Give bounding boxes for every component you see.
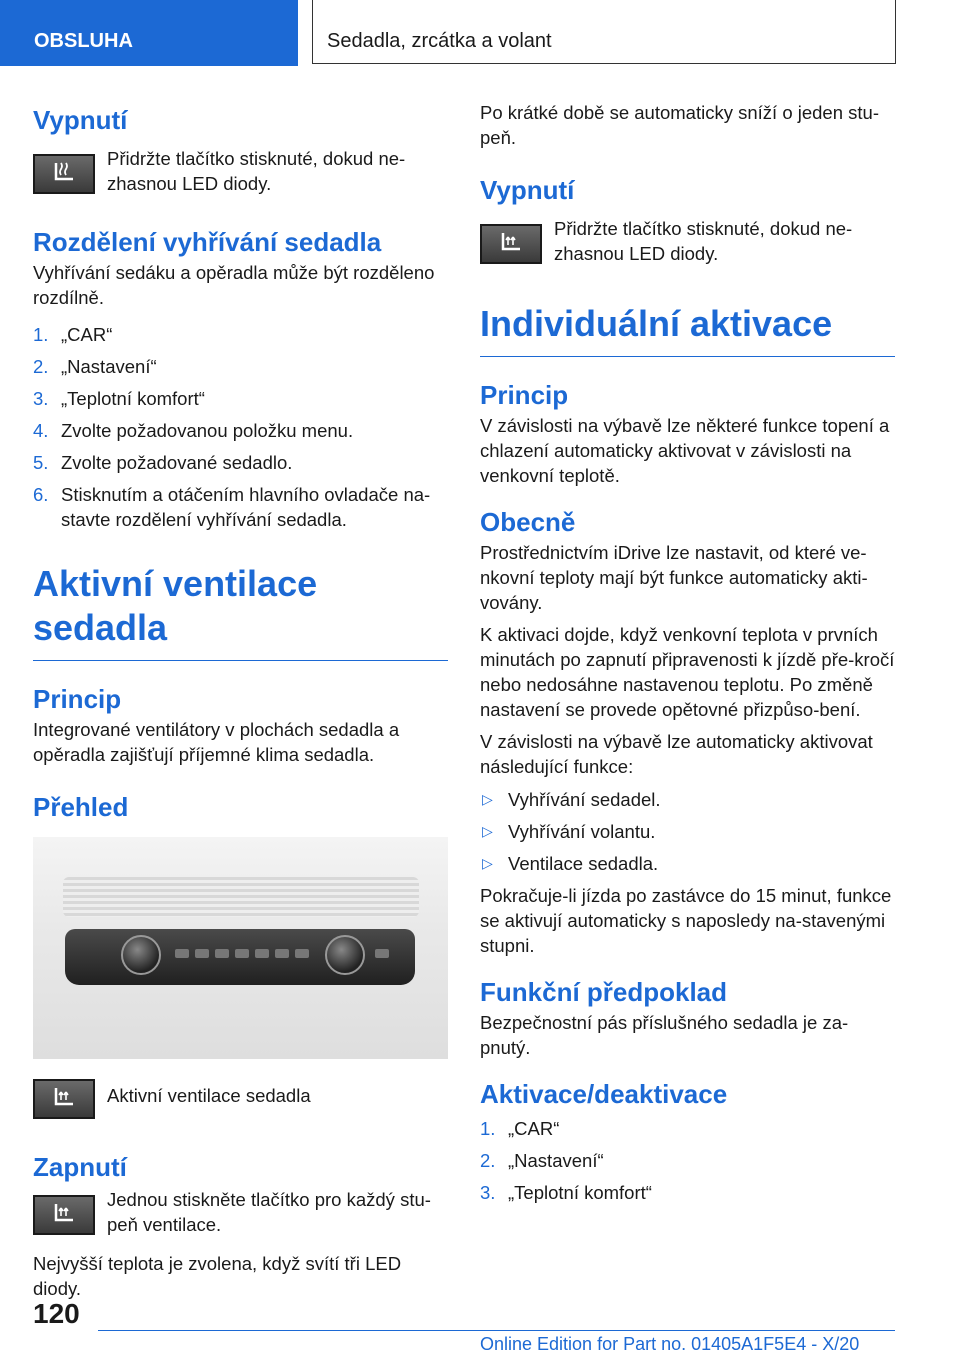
page-header — [0, 0, 960, 66]
left-temperature-knob — [121, 935, 161, 975]
rozdeleni-steps — [33, 322, 448, 532]
page-number: 120 — [33, 1298, 80, 1329]
section-tab: OBSLUHA — [0, 0, 298, 66]
air-vent — [63, 877, 419, 917]
right-temperature-knob — [325, 935, 365, 975]
obecne-text-2: K aktivaci dojde, když venkovní teplota v prvních minutách po zapnutí připravenosti k jízdě pře-kročí nebo nedosáhne nastavenou teplotu. Po změně nastavení se provede opětovné přizpůso-bení. — [480, 624, 895, 720]
list-item: 3. „Teplotní komfort“ — [33, 388, 205, 409]
seat-ventilation-icon — [480, 224, 542, 264]
heading-princip-2: Princip — [480, 380, 569, 410]
list-item: 4. Zvolte požadovanou položku menu. — [33, 420, 354, 441]
heading-ventilace: Aktivní ventilace sedadla — [33, 562, 448, 661]
zapnuti-text: Jednou stiskněte tlačítko pro každý stu-peň ventilace. — [107, 1189, 431, 1235]
ventilation-button-row — [33, 1071, 448, 1127]
seat-ventilation-icon — [33, 1079, 95, 1119]
heading-vypnuti: Vypnutí — [33, 105, 128, 135]
zapnuti-button-row — [33, 1187, 448, 1243]
aktivace-steps — [480, 1116, 895, 1205]
predpoklad-text: Bezpečnostní pás příslušného sedadla je za-pnutý. — [480, 1012, 849, 1058]
auto-functions-list — [480, 787, 895, 876]
obecne-text-1: Prostřednictvím iDrive lze nastavit, od které ve-nkovní teploty mají být funkce automaticky akti-vovány. — [480, 542, 868, 613]
list-item: 2. „Nastavení“ — [480, 1150, 604, 1171]
heading-individual: Individuální aktivace — [480, 302, 895, 357]
list-item: ▷ Vyhřívání sedadel. — [482, 789, 661, 810]
heading-obecne: Obecně — [480, 507, 576, 537]
chapter-title: Sedadla, zrcátka a volant — [312, 0, 896, 64]
icon-caption: Aktivní ventilace sedadla — [107, 1085, 311, 1106]
heading-aktivace: Aktivace/deaktivace — [480, 1079, 728, 1109]
heading-predpoklad: Funkční předpoklad — [480, 977, 728, 1007]
rozdeleni-text: Vyhřívání sedáku a opěradla může být rozděleno rozdílně. — [33, 262, 435, 308]
climate-control-panel — [65, 929, 415, 985]
left-column — [33, 100, 448, 1301]
list-item: 6. Stisknutím a otáčením hlavního ovladače na-stavte rozdělení vyhřívání sedadla. — [33, 484, 431, 530]
intro-text: Po krátké době se automaticky sníží o jeden stu-peň. — [480, 102, 879, 148]
footer-divider — [98, 1330, 895, 1331]
list-item: 2. „Nastavení“ — [33, 356, 157, 377]
list-item: 3. „Teplotní komfort“ — [480, 1182, 652, 1203]
heading-prehled: Přehled — [33, 792, 129, 822]
obecne-text-3: V závislosti na výbavě lze automaticky aktivovat následující funkce: — [480, 731, 873, 777]
list-item: 5. Zvolte požadované sedadlo. — [33, 452, 293, 473]
heading-rozdeleni: Rozdělení vyhřívání sedadla — [33, 227, 382, 257]
right-column — [480, 100, 895, 1212]
vypnuti-text: Přidržte tlačítko stisknuté, dokud ne-zhasnou LED diody. — [107, 148, 406, 194]
list-item: ▷ Ventilace sedadla. — [482, 853, 659, 874]
list-item: 1. „CAR“ — [480, 1118, 560, 1139]
princip-text: Integrované ventilátory v plochách sedadla a opěradla zajišťují příjemné klima sedadla. — [33, 719, 400, 765]
vypnuti-2-text: Přidržte tlačítko stisknuté, dokud ne-zhasnou LED diody. — [554, 218, 853, 264]
climate-panel-photo — [33, 837, 448, 1059]
vent-off-button-row — [480, 216, 895, 272]
seat-ventilation-icon — [33, 1195, 95, 1235]
heading-zapnuti: Zapnutí — [33, 1152, 127, 1182]
edition-note: Online Edition for Part no. 01405A1F5E4 - X/20 — [480, 1334, 860, 1354]
list-item: ▷ Vyhřívání volantu. — [482, 821, 656, 842]
seat-heating-icon — [33, 154, 95, 194]
list-item: 1. „CAR“ — [33, 324, 113, 345]
zapnuti-note: Nejvyšší teplota je zvolena, když svítí tři LED diody. — [33, 1253, 402, 1299]
princip-2-text: V závislosti na výbavě lze některé funkce topení a chlazení automaticky aktivovat v závislosti na venkovní teplotě. — [480, 415, 890, 486]
seat-heat-button-row — [33, 146, 448, 202]
heading-princip: Princip — [33, 684, 122, 714]
obecne-text-4: Pokračuje-li jízda po zastávce do 15 minut, funkce se aktivují automaticky s naposledy na-stavenými stupni. — [480, 885, 892, 956]
heading-vypnuti-2: Vypnutí — [480, 175, 575, 205]
